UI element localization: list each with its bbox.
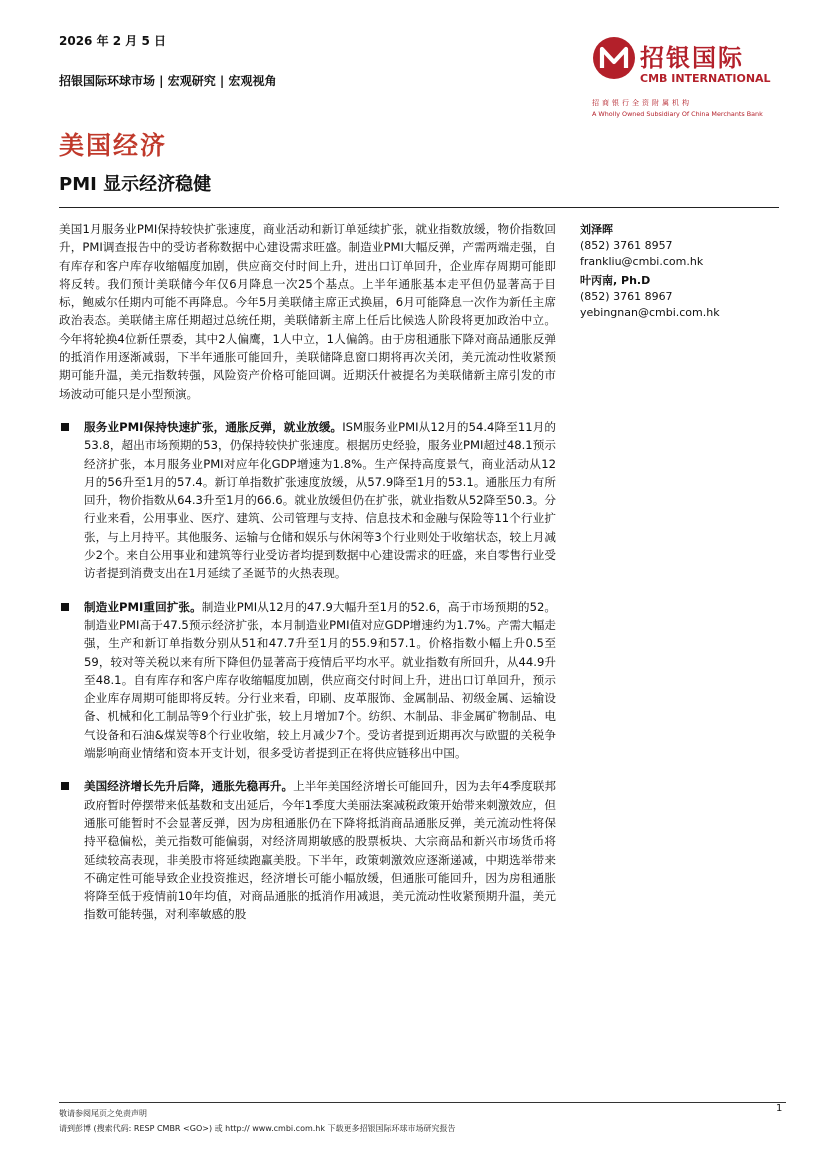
bullet-lead: 制造业PMI重回扩张。 [84,599,202,614]
analyst-phone: (852) 3761 8957 [580,239,673,252]
bullet-text: 制造业PMI从12月的47.9大幅升至1月的52.6，高于市场预期的52。制造业PMI高于47.5预示经济扩张，本月制造业PMI值对应GDP增速约为1.7%。产需大幅走强，生产和新订单指数分别从51和47.7升至1月的55.9和57.1。价格指数小幅上升0.5至59，较对等关税以来有所下降但仍显著高于疫情后平均水平。就业指数有所回升，从44.9升至48.1。自有库存和客户库存收缩幅度加剧，供应商交付时间上升，进出口订单回升，预示企业库存周期可能即将反转。分行业来看，印刷、皮革服饰、金属制品、初级金属、运输设备、机械和化工制品等9个行业扩张，较上月增加7个。纺织、木制品、非金属矿物制品、电气设备和石油&煤炭等8个行业收缩，较上月减少7个。受访者提到近期再次与欧盟的关税争端影响商业情绪和资本开支计划，很多受访者提到正在将供应链移出中国。 [84,599,556,761]
bullet-lead: 美国经济增长先升后降，通胀先稳再升。 [84,779,294,794]
analyst-email[interactable]: frankliu@cmbi.com.hk [580,255,704,268]
title-divider [59,207,779,208]
analyst-email[interactable]: yebingnan@cmbi.com.hk [580,306,720,319]
report-body [59,220,556,939]
analyst-card [580,273,780,321]
department-line: 招银国际环球市场 | 宏观研究 | 宏观视角 [59,74,277,88]
logo-tagline-cn: 招商银行全资附属机构 [592,99,692,107]
intro-paragraph: 美国1月服务业PMI保持较快扩张速度，商业活动和新订单延续扩张，就业指数放缓，物价指数回升，PMI调查报告中的受访者称数据中心建设需求旺盛。制造业PMI大幅反弹，产需两端走强，自有库存和客户库存收缩幅度加剧，供应商交付时间上升，进出口订单回升，企业库存周期可能即将反转。我们预计美联储今年仅6月降息一次25个基点。上半年通胀基本走平但仍显著高于目标，鲍威尔任期内可能不再降息。今年5月美联储主席正式换届，6月可能降息一次作为新任主席政治表态。美联储主席任期超过总统任期，美联储新主席上任后比候选人阶段将更加政治中立。今年将轮换4位新任票委，其中2人偏鹰，1人中立，1人偏鸽。由于房租通胀下降对商品通胀反弹的抵消作用逐渐减弱，下半年通胀可能回升，美联储降息窗口期将再次关闭，美元流动性收紧预期可能升温，美元指数转强，风险资产价格可能回调。近期沃什被提名为美联储新主席引发的市场波动可能只是小型预演。 [59,222,556,401]
bullet-square-icon [61,603,69,611]
logo-tagline-en: A Wholly Owned Subsidiary Of China Merchants Bank [592,110,763,118]
analyst-name: 刘泽晖 [580,223,613,236]
footer-divider [59,1102,786,1103]
analyst-name: 叶丙南, Ph.D [580,274,651,287]
footer-disclaimer: 敬请参阅尾页之免责声明 [59,1109,147,1118]
analyst-panel [580,222,780,324]
page-number: 1 [776,1103,783,1114]
section-heading: 美国经济 [59,131,168,160]
bullet-square-icon [61,782,69,790]
analyst-card [580,222,780,270]
analyst-phone: (852) 3761 8967 [580,290,673,303]
logo-name-cn: 招银国际 [640,44,744,72]
company-logo [592,34,782,124]
bullet-square-icon [61,423,69,431]
bullet-paragraph [59,777,556,923]
report-title: PMI 显示经济稳健 [59,174,212,195]
cmbi-logo-icon [592,36,636,80]
report-date: 2026 年 2 月 5 日 [59,34,166,48]
footer-info: 请到彭博 (搜索代码: RESP CMBR <GO>) 或 http:// www.cmbi.com.hk 下载更多招银国际环球市场研究报告 [59,1124,456,1133]
bullet-paragraph [59,418,556,583]
logo-name-en: CMB INTERNATIONAL [640,72,771,85]
bullet-paragraph [59,598,556,763]
bullet-text: 上半年美国经济增长可能回升，因为去年4季度联邦政府暂时停摆带来低基数和支出延后，今年1季度大美丽法案减税政策开始带来刺激效应，但通胀可能暂时不会显著反弹，因为房租通胀仍在下降将抵消商品通胀反弹，美元流动性将保持平稳偏松，美元指数可能偏弱，对经济周期敏感的股票板块、大宗商品和新兴市场货币将延续较高表现，非美股市将延续跑赢美股。下半年，政策刺激效应逐渐递减，中期选举带来不确定性可能导致企业投资推迟，经济增长可能小幅放缓，但通胀可能回升，因为房租通胀将降至低于疫情前10年均值，对商品通胀的抵消作用减退，美元流动性收紧预期升温，美元指数可能转强，对利率敏感的股 [84,779,556,922]
bullet-text: ISM服务业PMI从12月的54.4降至11月的53.8，超出市场预期的53，仍保持较快扩张速度。根据历史经验，服务业PMI超过48.1预示经济扩张，本月服务业PMI对应年化GDP增速为1.8%。生产保持高度景气，商业活动从12月的56升至1月的57.4。新订单指数扩张速度放缓，从57.9降至1月的53.1。通胀压力有所回升，物价指数从64.3升至1月的66.6。就业放缓但仍在扩张，就业指数从52降至50.3。分行业来看，公用事业、医疗、建筑、公司管理与支持、信息技术和金融与保险等11个行业扩张，与上月持平。其他服务、运输与仓储和娱乐与休闲等3个行业则处于收缩状态，较上月减少2个。来自公用事业和建筑等行业受访者均提到数据中心建设需求的旺盛，来自零售行业受访者提到消费支出在1月延续了圣诞节的火热表现。 [84,419,556,581]
bullet-lead: 服务业PMI保持快速扩张，通胀反弹，就业放缓。 [84,419,343,434]
